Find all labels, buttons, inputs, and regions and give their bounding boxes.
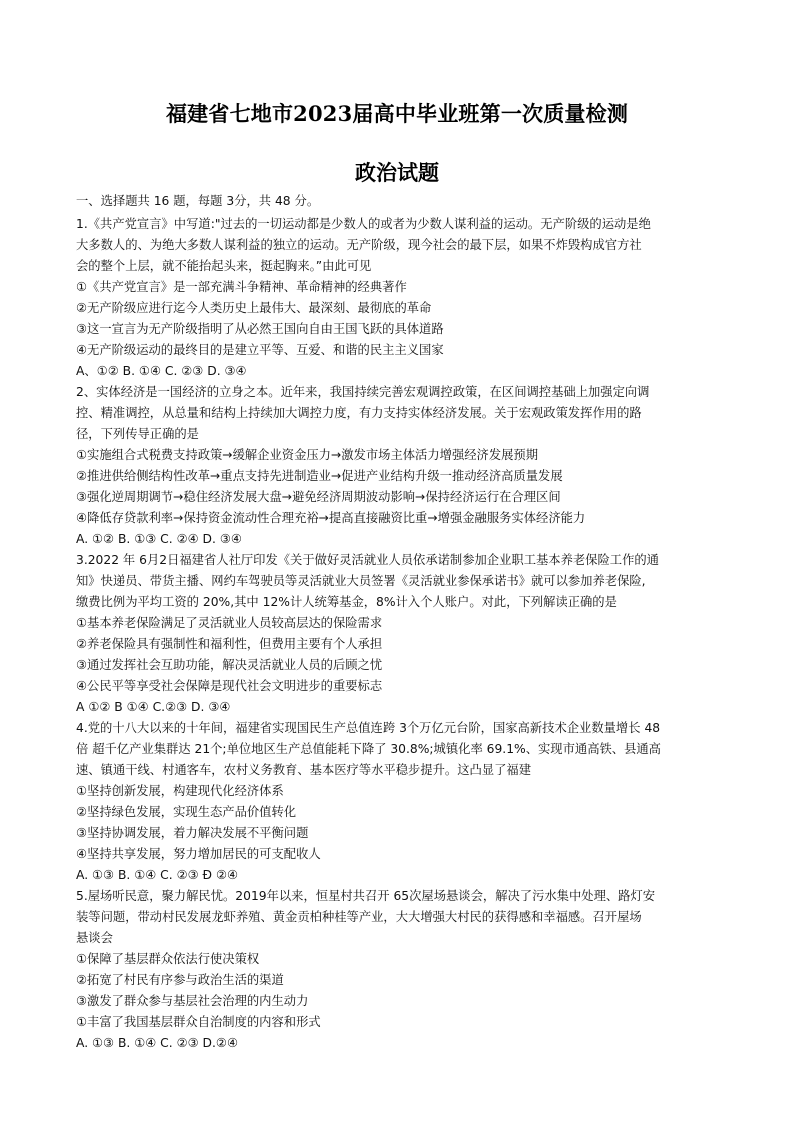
q5-option: ②拓宽了村民有序参与政治生活的渠道 (76, 973, 284, 987)
q4-option: ④坚持共享发展，努力增加居民的可支配收人 (76, 847, 321, 861)
q3-option: ①基本养老保险满足了灵活就业人员较高层达的保险需求 (76, 616, 383, 630)
q4-answer-choices: A. ①③ B. ①④ C. ②③ Đ ②④ (76, 868, 239, 882)
q5-option: ①保障了基层群众依法行使决策权 (76, 952, 260, 966)
q1-stem-line: 1.《共产党宣言》中写道:"过去的一切运动都是少数人的或者为少数人谋利益的运动。无产阶级的运动是绝 (76, 217, 651, 231)
q2-option: ②推进供给侧结构性改革→重点支持先进制造业→促进产业结构升级一推动经济高质量发展 (76, 469, 563, 483)
q4-option: ①坚持创新发展，构建现代化经济体系 (76, 784, 284, 798)
q1-answer-choices: A、①② B. ①④ C. ②③ D. ③④ (76, 364, 247, 378)
exam-subtitle: 政治试题 (355, 160, 439, 185)
q1-option: ②无产阶级应进行迄今人类历史上最伟大、最深刻、最彻底的革命 (76, 301, 432, 315)
q2-option: ③强化逆周期调节→稳住经济发展大盘→避免经济周期波动影响→保持经济运行在合理区间 (76, 490, 561, 504)
q4-option: ②坚持绿色发展，实现生态产品价值转化 (76, 805, 297, 819)
q2-stem-line: 控、精准调控，从总量和结构上持续加大调控力度，有力支持实体经济发展。关于宏观政策发挥作用的路 (76, 406, 642, 420)
q5-option: ③激发了群众参与基层社会治理的内生动力 (76, 994, 309, 1008)
q3-option: ④公民平等享受社会保障是现代社会文明进步的重要标志 (76, 679, 383, 693)
q5-stem-line: 装等问题，带动村民发展龙虾养殖、黄金贡柏种桂等产业，大大增强大村民的获得感和幸福感。召开屋场 (76, 910, 642, 924)
q4-stem-line: 倍 超千亿产业集群达 21个;单位地区生产总值能耗下降了 30.8%;城镇化率 69.1%、实现市通高铁、县通高 (76, 742, 661, 756)
q3-stem-line: 3.2022 年 6月2日福建省人社厅印发《关于做好灵活就业人员依承诺制参加企业职工基本养老保险工作的通 (76, 553, 659, 567)
q4-stem-line: 速、镇通干线、村通客车，农村义务教育、基本医疗等水平稳步提升。这凸显了福建 (76, 763, 531, 777)
section-heading: 一、选择题共 16 题，每题 3分，共 48 分。 (76, 194, 320, 208)
q2-option: ①实施组合式税费支持政策→缓解企业资金压力→激发市场主体活力增强经济发展预期 (76, 448, 539, 462)
q3-option: ②养老保险具有强制性和福利性，但费用主要有个人承担 (76, 637, 383, 651)
q3-answer-choices: A ①② B ①④ C.②③ D. ③④ (76, 700, 231, 714)
q1-stem-line: 大多数人的、为绝大多数人谋利益的独立的运动。无产阶级，现今社会的最下层，如果不炸毁构成官方社 (76, 238, 642, 252)
exam-title: 福建省七地市2023届高中毕业班第一次质量检测 (165, 101, 629, 126)
q3-stem-line: 缴费比例为平均工资的 20%,其中 12%计人统筹基金，8%计入个人账户。对此，下列解读正确的是 (76, 595, 617, 609)
q4-option: ③坚持协调发展，着力解决发展不平衡问题 (76, 826, 309, 840)
q1-option: ③这一宣言为无产阶级指明了从必然王国向自由王国飞跃的具体道路 (76, 322, 444, 336)
q5-option: ①丰富了我国基层群众自治制度的内容和形式 (76, 1015, 321, 1029)
q5-stem-line: 悬谈会 (76, 931, 113, 945)
q1-stem-line: 会的整个上层，就不能抬起头来，挺起胸来。”由此可见 (76, 259, 372, 273)
q5-answer-choices: A. ①③ B. ①④ C. ②③ D.②④ (76, 1036, 238, 1050)
q3-option: ③通过发挥社会互助功能，解决灵活就业人员的后顾之忧 (76, 658, 383, 672)
q1-option: ①《共产党宣言》是一部充满斗争精神、革命精神的经典著作 (76, 280, 407, 294)
q1-option: ④无产阶级运动的最终目的是建立平等、互爱、和谐的民主主义国家 (76, 343, 444, 357)
q2-stem-line: 径，下列传导正确的是 (76, 427, 199, 441)
q5-stem-line: 5.屋场听民意，聚力解民忧。2019年以来，恒星村共召开 65次屋场悬谈会，解决了污水集中处理、路灯安 (76, 889, 656, 903)
q2-answer-choices: A. ①② B. ①③ C. ②④ D. ③④ (76, 532, 242, 546)
q3-stem-line: 知》快递员、带货主播、网约车驾驶员等灵活就业大员签署《灵活就业参保承诺书》就可以参加养老保险, (76, 574, 646, 588)
q2-stem-line: 2、实体经济是一国经济的立身之本。近年来，我国持续完善宏观调控政策，在区间调控基础上加强定向调 (76, 385, 650, 399)
q2-option: ④降低存贷款利率→保持资金流动性合理充裕→提高直接融资比重→增强金融服务实体经济能力 (76, 511, 586, 525)
q4-stem-line: 4.党的十八大以来的十年间，福建省实现国民生产总值连跨 3个万亿元台阶，国家高新技术企业数量增长 48 (76, 721, 661, 735)
